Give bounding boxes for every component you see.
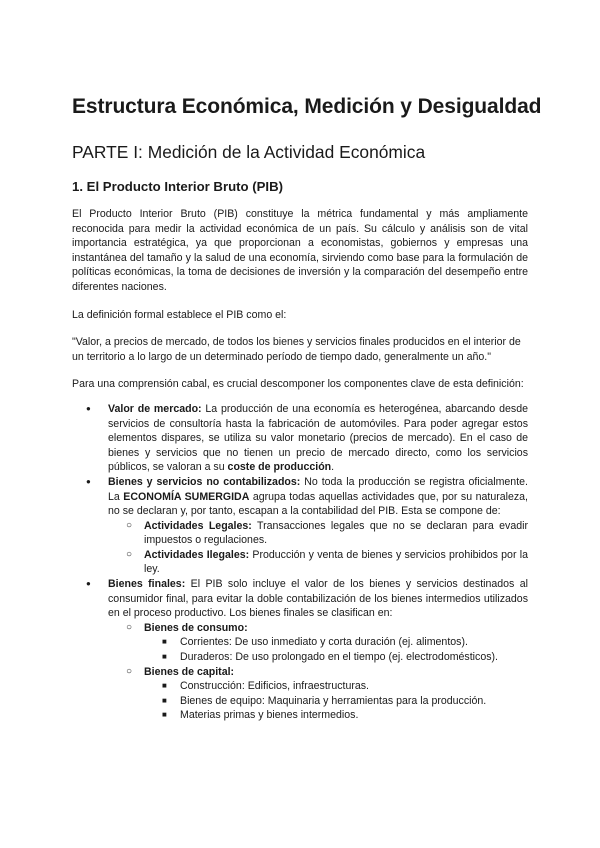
consumption-goods-label: Bienes de consumo: bbox=[144, 621, 248, 634]
market-value-text: La producción de una economía es heterogénea, abarcando desde servicios de consultoría hasta la fabricación de automóviles. Para poder agregar estos elementos dispares, se utiliza su valor monetario (precios de mercado). En el caso de bienes y servicios que no tienen un precio de mercado directo, como los servicios públicos, se valoran a su bbox=[108, 402, 528, 474]
components-list bbox=[72, 402, 528, 723]
legal-label: Actividades Legales: bbox=[144, 519, 252, 532]
illegal-label: Actividades Ilegales: bbox=[144, 548, 250, 561]
part-heading: PARTE I: Medición de la Actividad Económica bbox=[72, 142, 426, 162]
sub-item-capital-goods bbox=[108, 665, 528, 723]
list-item: ■ Construcción: Edificios, infraestructuras. bbox=[144, 679, 528, 694]
components-lead: Para una comprensión cabal, es crucial descomponer los componentes clave de esta definición: bbox=[72, 378, 524, 391]
list-item: ■ Corrientes: De uso inmediato y corta duración (ej. alimentos). bbox=[144, 635, 528, 650]
sub-item-consumption-goods bbox=[108, 621, 528, 665]
illegal-text: Producción y venta de bienes y servicios prohibidos por la ley. bbox=[144, 548, 528, 576]
definition-quote: "Valor, a precios de mercado, de todos los bienes y servicios finales producidos en el interior de un territorio a lo largo de un determinado período de tiempo dado, generalmente un año." bbox=[72, 336, 521, 363]
final-goods-text: El PIB solo incluye el valor de los bienes y servicios destinados al consumidor final, para evitar la doble contabilización de los bienes intermedios utilizados en el proceso productivo. Los bienes finales se clasifican en: bbox=[108, 578, 528, 620]
legal-text: Transacciones legales que no se declaran para evadir impuestos o regulaciones. bbox=[144, 519, 529, 547]
final-goods-sublist bbox=[108, 621, 528, 723]
market-value-label: Valor de mercado: bbox=[108, 402, 202, 415]
capital-goods-label: Bienes de capital: bbox=[144, 665, 235, 678]
list-item: ■ Duraderos: De uso prolongado en el tiempo (ej. electrodomésticos). bbox=[144, 650, 528, 665]
document-title: Estructura Económica, Medición y Desigualdad bbox=[72, 95, 542, 118]
unaccounted-text-1: No toda la producción se registra oficialmente. La bbox=[108, 475, 528, 503]
unaccounted-text-2: agrupa todas aquellas actividades que, por su naturaleza, no se declaran y, por tanto, escapan a la contabilidad del PIB. Esta se compone de: bbox=[108, 490, 529, 518]
unaccounted-sublist bbox=[108, 519, 528, 577]
list-item-unaccounted bbox=[72, 475, 528, 577]
section-heading: 1. El Producto Interior Bruto (PIB) bbox=[72, 179, 284, 194]
final-goods-label: Bienes finales: bbox=[108, 578, 186, 591]
sub-item-illegal bbox=[108, 548, 528, 577]
list-item-final-goods bbox=[72, 577, 528, 723]
intro-paragraph: El Producto Interior Bruto (PIB) constituye la métrica fundamental y más ampliamente reconocida para medir la actividad económica de un país. Su cálculo y análisis son de vital importancia estratégica, ya que proporcionan a economistas, gobiernos y empresas una instantánea del tamaño y la salud de una economía, sirviendo como base para la formulación de políticas económicas, la toma de decisiones de inversión y la comparación del desempeño entre diferentes naciones. bbox=[72, 208, 528, 293]
unaccounted-label: Bienes y servicios no contabilizados: bbox=[108, 475, 301, 488]
list-item: ■ Materias primas y bienes intermedios. bbox=[144, 708, 528, 723]
sub-item-legal bbox=[108, 519, 528, 548]
capital-goods-list bbox=[144, 679, 528, 723]
list-item-market-value bbox=[72, 402, 528, 475]
definition-lead: La definición formal establece el PIB como el: bbox=[72, 308, 287, 321]
list-item: ■ Bienes de equipo: Maquinaria y herramientas para la producción. bbox=[144, 694, 528, 709]
production-cost-term: coste de producción bbox=[227, 461, 332, 474]
consumption-goods-list bbox=[144, 635, 528, 664]
underground-economy-term: ECONOMÍA SUMERGIDA bbox=[123, 490, 250, 503]
document-body bbox=[72, 207, 528, 723]
market-value-end: . bbox=[331, 461, 335, 474]
